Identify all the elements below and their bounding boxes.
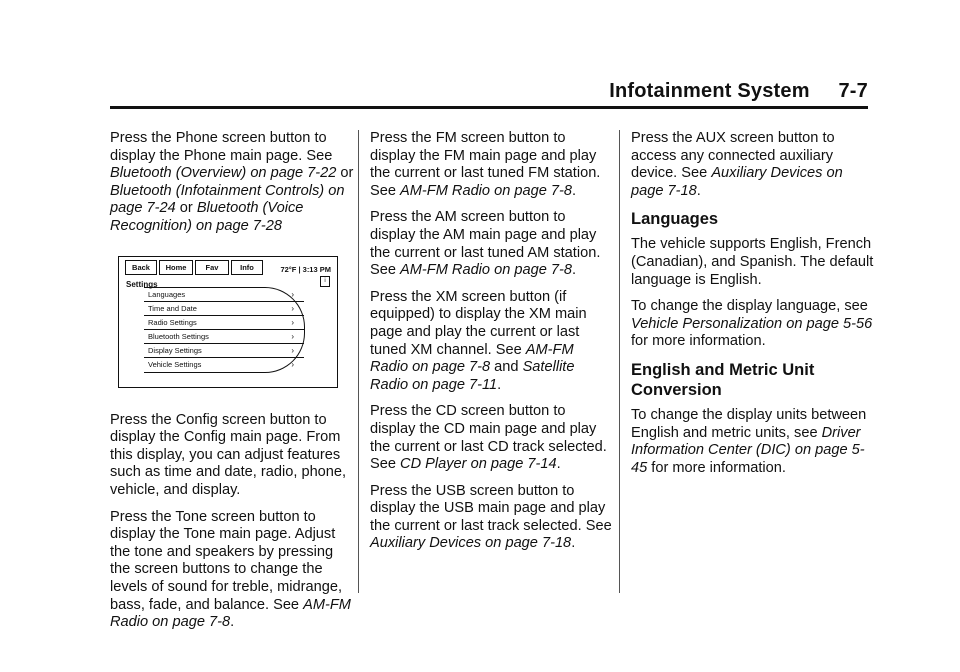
list-item: Bluetooth Settings ›: [144, 330, 304, 344]
chevron-right-icon: ›: [291, 289, 294, 299]
screen-title: Settings: [126, 279, 158, 289]
chevron-right-icon: ›: [291, 317, 294, 327]
cross-reference: Auxiliary Devices on page 7-18: [370, 535, 572, 552]
screen-home-button: Home: [159, 260, 193, 275]
languages-paragraph: The vehicle supports English, French (Canadian), and Spanish. The default language is English.: [631, 236, 874, 288]
phone-paragraph: Press the Phone screen button to display the Phone main page. See Bluetooth (Overview) on page 7-22 or Bluetooth (Infotainment Controls) on page 7-24 or Bluetooth (Voice Recognition) on page 7-28: [110, 130, 354, 234]
list-item: Vehicle Settings ›: [148, 359, 294, 369]
config-paragraph: Press the Config screen button to display the Config main page. From this display, you can adjust features such as time and date, radio, phone, vehicle, and display.: [110, 411, 347, 498]
list-item: Languages ›: [144, 288, 304, 302]
column-divider: [619, 130, 620, 593]
cross-reference: AM-FM Radio on page 7-8: [110, 596, 351, 631]
settings-list: [144, 287, 305, 373]
cross-reference: Bluetooth (Voice Recognition) on page 7-28: [110, 200, 304, 234]
screen-back-button: Back: [125, 260, 157, 275]
list-item: Display Settings ›: [144, 344, 304, 358]
screen-status: 72°F | 3:13 PM: [280, 264, 331, 274]
languages-heading: Languages: [631, 210, 719, 229]
list-item: Radio Settings ›: [144, 316, 304, 330]
fm-paragraph: Press the FM screen button to display the FM main page and play the current or last tuned FM station. See AM-FM Radio on page 7-8.: [370, 130, 601, 199]
page-header: [110, 78, 868, 109]
units-heading: English and Metric Unit Conversion: [631, 360, 815, 399]
chevron-right-icon: ›: [291, 345, 294, 355]
screen-info-button: Info: [231, 260, 263, 275]
screen-top-bar: [125, 260, 331, 274]
cross-reference: AM-FM Radio on page 7-8: [400, 182, 572, 199]
cross-reference: Satellite Radio on page 7-11: [370, 359, 575, 393]
cross-reference: AM-FM Radio on page 7-8: [400, 262, 572, 279]
cross-reference: Driver Information Center (DIC) on page 5-45: [631, 424, 865, 476]
xm-paragraph: Press the XM screen button (if equipped) to display the XM main page and play the current or last tuned XM channel. See AM-FM Radio on page 7-8 and Satellite Radio on page 7-11.: [370, 288, 587, 393]
chevron-right-icon: ›: [291, 359, 294, 369]
page-title: Infotainment System 7-7: [609, 80, 868, 102]
chevron-right-icon: ›: [291, 303, 294, 313]
cross-reference: Bluetooth (Overview) on page 7-22: [110, 165, 337, 182]
usb-paragraph: Press the USB screen button to display the USB main page and play the current or last track selected. See Auxiliary Devices on page 7-18.: [370, 482, 612, 552]
column-1: [110, 130, 354, 641]
cross-reference: CD Player on page 7-14: [400, 456, 557, 473]
am-paragraph: Press the AM screen button to display the AM main page and play the current or last tuned AM station. See AM-FM Radio on page 7-8.: [370, 209, 601, 279]
cross-reference: AM-FM Radio on page 7-8: [370, 341, 574, 376]
cross-reference: Auxiliary Devices on page 7-18: [631, 165, 843, 199]
tone-paragraph: Press the Tone screen button to display the Tone main page. Adjust the tone and speakers by pressing the screen buttons to change the levels of sound for treble, midrange, bass, fade, and balance. See AM-FM Radio on page 7-8.: [110, 508, 351, 631]
change-language-paragraph: To change the display language, see Vehicle Personalization on page 5-56 for more information.: [631, 298, 873, 350]
info-icon: i: [320, 276, 330, 287]
screen-fav-button: Fav: [195, 260, 229, 275]
chevron-right-icon: ›: [291, 331, 294, 341]
column-2: [370, 130, 614, 562]
settings-screen-illustration: [118, 256, 338, 388]
list-item: Time and Date ›: [144, 302, 304, 316]
units-paragraph: To change the display units between English and metric units, see Driver Information Center (DIC) on page 5-45 for more information.: [631, 406, 867, 476]
cross-reference: Bluetooth (Infotainment Controls) on page 7-24: [110, 182, 345, 217]
cross-reference: Vehicle Personalization on page 5-56: [631, 315, 873, 332]
aux-paragraph: Press the AUX screen button to access any connected auxiliary device. See Auxiliary Devices on page 7-18.: [631, 130, 843, 199]
column-divider: [358, 130, 359, 593]
cd-paragraph: Press the CD screen button to display the CD main page and play the current or last CD track selected. See CD Player on page 7-14.: [370, 403, 607, 473]
column-3: [631, 130, 875, 486]
